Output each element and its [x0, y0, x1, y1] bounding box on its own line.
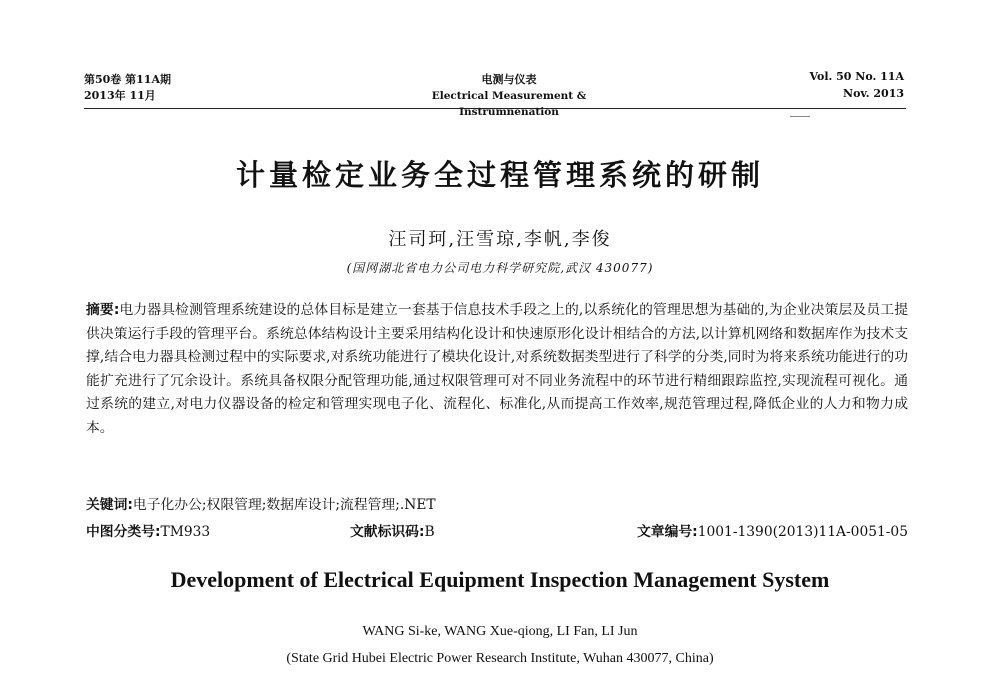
- abstract-text: 电力器具检测管理系统建设的总体目标是建立一套基于信息技术手段之上的,以系统化的管理思想为基础的,为企业决策层及员工提供决策运行手段的管理平台。系统总体结构设计主要采用结构化设计和快速原形化设计相结合的方法,以计算机网络和数据库作为技术支撑,结合电力器具检测过程中的实际要求,对系统功能进行了模块化设计,对系统数据类型进行了科学的分类,同时为将来系统功能进行的功能扩充进行了冗余设计。系统具备权限分配管理功能,通过权限管理可对不同业务流程中的环节进行精细跟踪监控,实现流程可视化。通过系统的建立,对电力仪器设备的检定和管理实现电子化、流程化、标准化,从而提高工作效率,规范管理过程,降低企业的人力和物力成本。: [86, 302, 908, 436]
- article-number-value: 1001-1390(2013)11A-0051-05: [697, 524, 908, 540]
- header-center: [383, 72, 635, 120]
- clc-value: TM933: [160, 524, 211, 540]
- journal-name-en: Electrical Measurement & Instrumnenation: [431, 90, 587, 118]
- abstract-label: 摘要:: [86, 302, 120, 318]
- document-code: [350, 520, 435, 540]
- header-right: [809, 68, 904, 102]
- date-en: Nov. 2013: [843, 87, 904, 100]
- header-divider: [84, 108, 906, 109]
- abstract: [86, 299, 908, 441]
- article-number-label: 文章编号:: [637, 524, 698, 540]
- affiliation-cn: (国网湖北省电力公司电力科学研究院,武汉 430077): [346, 261, 654, 275]
- clc-label: 中图分类号:: [86, 524, 161, 540]
- keywords-text: 电子化办公;权限管理;数据库设计;流程管理;.NET: [132, 497, 436, 513]
- doc-code-value: B: [424, 524, 435, 540]
- header-left: [84, 72, 171, 104]
- keywords-label: 关键词:: [86, 497, 133, 513]
- affiliation-en: (State Grid Hubei Electric Power Research Institute, Wuhan 430077, China): [286, 651, 714, 666]
- volume-issue-cn: 第50卷 第11A期: [84, 73, 171, 86]
- paper-title-en: Development of Electrical Equipment Inspection Management System: [170, 567, 830, 592]
- header-tick-mark: [790, 116, 810, 117]
- journal-name-cn: 电测与仪表: [481, 73, 537, 86]
- volume-issue-en: Vol. 50 No. 11A: [809, 70, 904, 83]
- authors-en: WANG Si-ke, WANG Xue-qiong, LI Fan, LI Jun: [362, 624, 638, 639]
- doc-code-label: 文献标识码:: [350, 524, 425, 540]
- classification-row: [86, 520, 908, 540]
- keywords: [86, 495, 436, 515]
- date-cn: 2013年 11月: [84, 89, 156, 102]
- paper-title-cn: 计量检定业务全过程管理系统的研制: [235, 158, 764, 192]
- article-number: [637, 520, 908, 540]
- authors-cn: 汪司珂,汪雪琼,李帆,李俊: [388, 229, 612, 250]
- clc-number: [86, 520, 210, 540]
